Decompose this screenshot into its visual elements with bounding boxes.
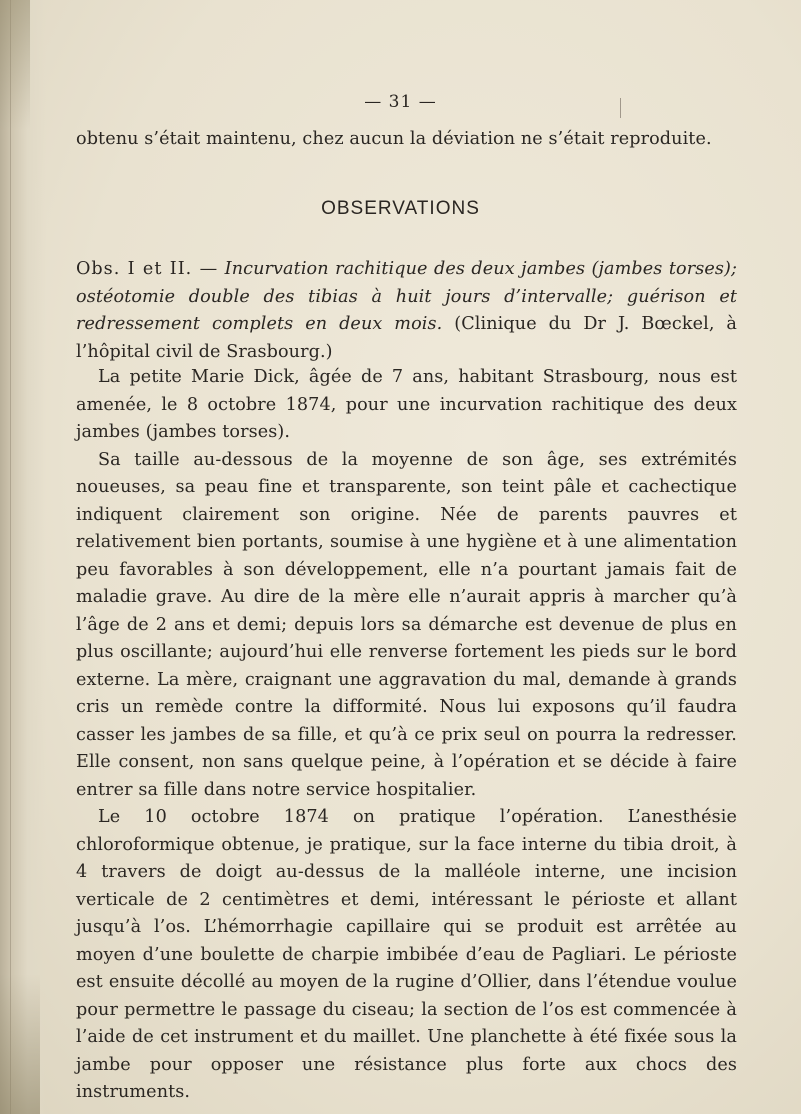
observation-label: Obs. I et II. — — [76, 259, 219, 279]
observation-title: Incurvation rachitique des deux jambes (jambes torses); ostéotomie double des tibias à huit jours d’intervalle; guérison et redressement complets en deux mois. — [76, 259, 737, 334]
body-paragraph-1: La petite Marie Dick, âgée de 7 ans, habitant Strasbourg, nous est amenée, le 8 octobre 1874, pour une incurvation rachitique des deux jambes (jambes torses). — [76, 367, 737, 442]
binding-line — [10, 0, 11, 1114]
page-number: — 31 — — [364, 92, 437, 112]
intro-text-block — [76, 126, 737, 154]
margin-tick-mark — [620, 98, 621, 118]
intro-paragraph: obtenu s’était maintenu, chez aucun la déviation ne s’était reproduite. — [76, 129, 712, 149]
section-heading: OBSERVATIONS — [321, 198, 480, 219]
binding-shadow-bottom — [0, 974, 40, 1114]
body-paragraph-2: Sa taille au-dessous de la moyenne de son âge, ses extrémités noueuses, sa peau fine et transparente, son teint pâle et cachectique indiquent clairement son origine. Née de parents pauvres et relativement bien portants, soumise à une hygiène et à une alimentation peu favorables à son développement, elle n’a pourtant jamais fait de maladie grave. Au dire de la mère elle n’aurait appris à marcher qu’à l’âge de 2 ans et demi; depuis lors sa démarche est devenue de plus en plus oscillante; aujourd’hui elle renverse fortement les pieds sur le bord externe. La mère, craignant une aggravation du mal, demande à grands cris un remède contre la difformité. Nous lui exposons qu’il faudra casser les jambes de sa fille, et qu’à ce prix seul on pourra la redresser. Elle consent, non sans quelque peine, à l’opération et se décide à faire entrer sa fille dans notre service hospitalier. — [76, 449, 737, 800]
observation-body — [76, 364, 737, 1107]
observation-header-paragraph — [76, 256, 737, 366]
book-binding-edge — [0, 0, 46, 1114]
observation-source: (Clinique du Dr J. Bœckel, à l’hôpital civil de Srasbourg.) — [76, 314, 738, 362]
observation-header — [76, 256, 737, 366]
body-paragraph-3: Le 10 octobre 1874 on pratique l’opération. L’anesthésie chloroformique obtenue, je pratique, sur la face interne du tibia droit, à 4 travers de doigt au-dessus de la malléole interne, une incision verticale de 2 centimètres et demi, intéressant le périoste et allant jusqu’à l’os. L’hémorrhagie capillaire qui se produit est arrêtée au moyen d’une boulette de charpie imbibée d’eau de Pagliari. Le périoste est ensuite décollé au moyen de la rugine d’Ollier, dans l’étendue voulue pour permettre le passage du ciseau; la section de l’os est commencée à l’aide de cet instrument et du maillet. Une planchette à été fixée sous la jambe pour opposer une résistance plus forte aux chocs des instruments. — [76, 807, 737, 1102]
